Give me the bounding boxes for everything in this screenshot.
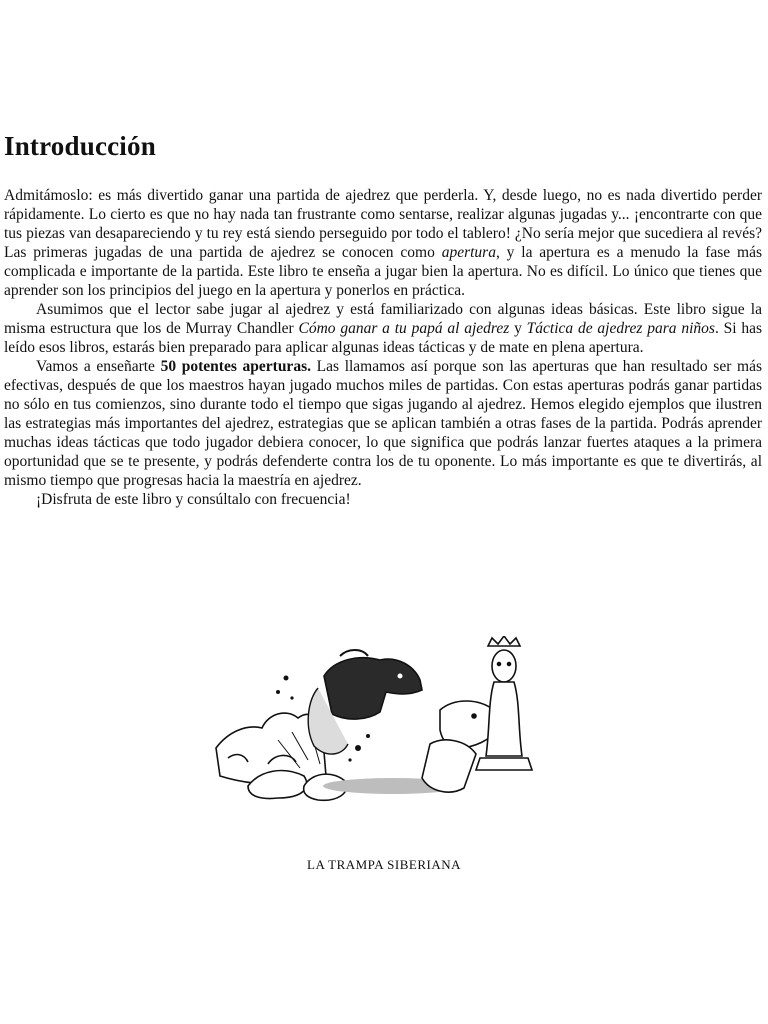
paragraph-text: Vamos a enseñarte	[36, 358, 161, 375]
chapter-title: Introducción	[4, 131, 156, 161]
body-paragraph	[4, 186, 762, 300]
dark-knight-piece	[308, 650, 422, 754]
italic-text: apertura	[441, 244, 496, 261]
illustration-siberian-trap	[208, 636, 538, 816]
italic-text: Táctica de ajedrez para niños	[526, 320, 715, 337]
illustration-caption: LA TRAMPA SIBERIANA	[307, 857, 461, 872]
body-paragraph	[4, 357, 762, 490]
body-paragraph	[4, 300, 762, 357]
paragraph-text: Las llamamos así porque son las aperturas que han resultado ser más efectivas, después de que los maestros hayan jugado muchos miles de partidas. Con estas aperturas podrás ganar partidas no sólo en tus comienzos, sino durante todo el tiempo que sigas jugando al ajedrez. Hemos elegido ejemplos que ilustren las estrategias más importantes del ajedrez, estrategias que se aplican también a otras fases de la partida. Podrás aprender muchas ideas tácticas que todo jugador debiera conocer, lo que significa que podrás lanzar fuertes ataques a la primera oportunidad que se te presente, y podrás defenderte contra los de tu oponente. Lo más importante es que te divertirás, al mismo tiempo que progresas hacia la maestría en ajedrez.	[4, 358, 763, 489]
body-paragraph	[4, 490, 762, 509]
chess-illustration	[208, 636, 538, 816]
paragraph-text: , y la apertura es a menudo la fase más complicada e importante de la partida. Este libro te enseña a jugar bien la apertura. No es difícil. Lo único que tienes que aprender son los principios del juego en la apertura y ponerlos en práctica.	[4, 244, 762, 299]
chapter-body	[4, 186, 762, 509]
paragraph-text: ¡Disfruta de este libro y consúltalo con frecuencia!	[36, 491, 351, 508]
paragraph-text: Admitámoslo: es más divertido ganar una partida de ajedrez que perderla. Y, desde luego, no es nada divertido perder rápidamente. Lo cierto es que no hay nada tan frustrante como sentarse, realizar algunas jugadas y... ¡encontrarte con que tus piezas van desapareciendo y tu rey está siendo perseguido por todo el tablero! ¿No sería mejor que sucediera al revés? Las primeras jugadas de una partida de ajedrez se conocen como	[4, 187, 762, 261]
italic-text: Cómo ganar a tu papá al ajedrez	[298, 320, 510, 337]
paragraph-text: . Si has leído esos libros, estarás bien preparado para aplicar algunas ideas tácticas y de mate en plena apertura.	[4, 320, 763, 356]
paragraph-text: y	[509, 320, 527, 337]
bold-text: 50 potentes aperturas.	[160, 358, 311, 375]
white-queen-piece	[476, 636, 532, 770]
paragraph-text: Asumimos que el lector sabe jugar al ajedrez y está familiarizado con algunas ideas básicas. Este libro sigue la misma estructura que los de Murray Chandler	[4, 301, 762, 337]
